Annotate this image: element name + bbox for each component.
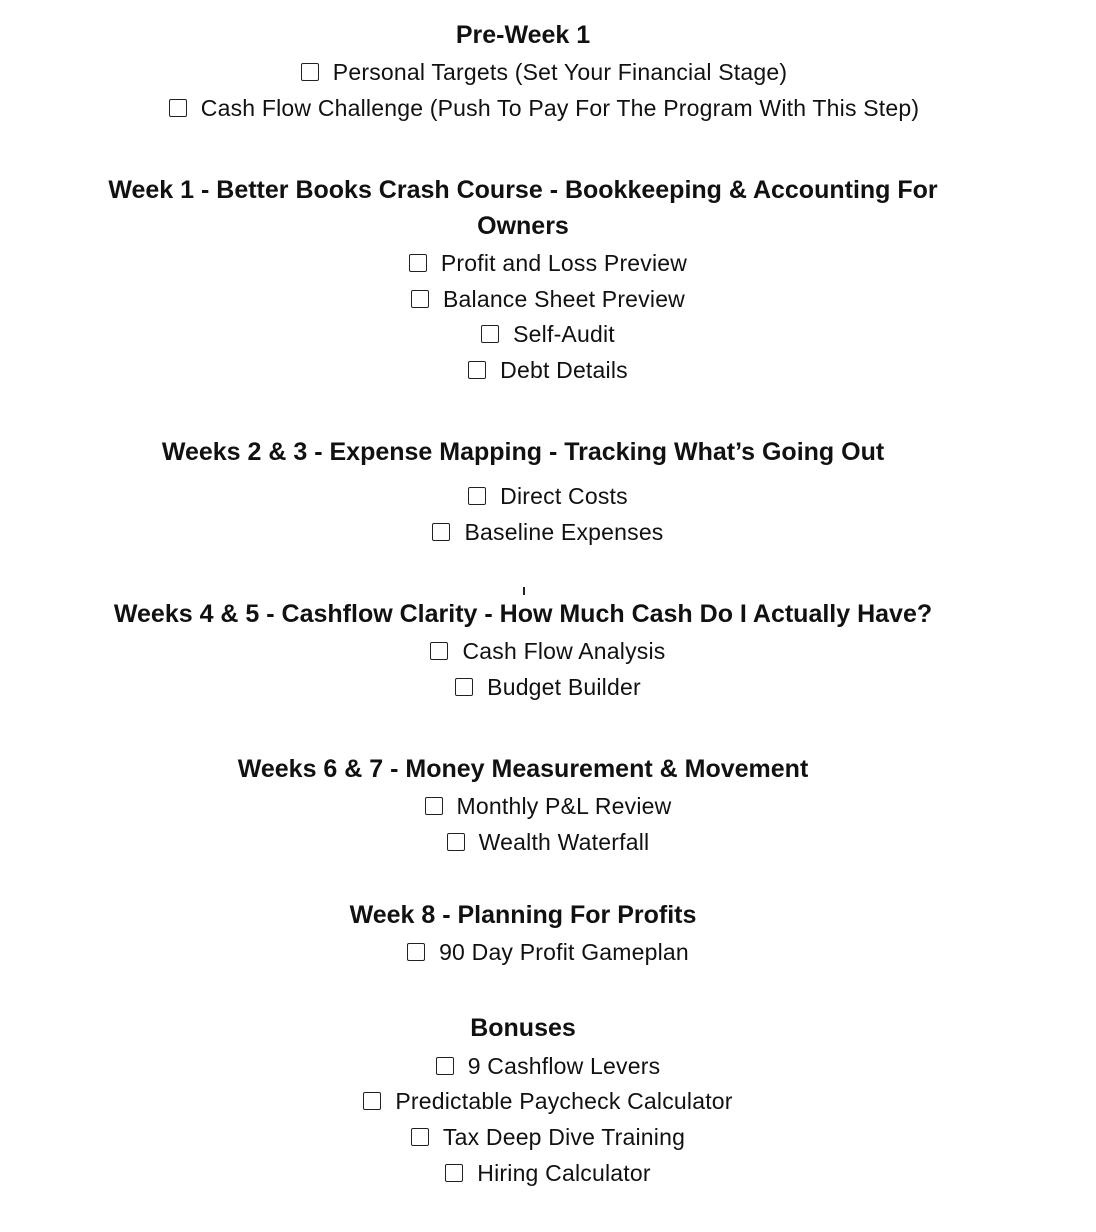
checklist-item-cash-flow-analysis (0, 633, 1096, 669)
checkbox-icon[interactable] (445, 1164, 463, 1182)
checkbox-icon[interactable] (411, 290, 429, 308)
checklist-item-label: Personal Targets (Set Your Financial Stage) (332, 58, 788, 85)
checklist-item-self-audit (0, 316, 1096, 352)
checklist-item-label: Self-Audit (513, 320, 615, 347)
checklist-item-cash-flow-challenge (0, 90, 1092, 126)
section-heading-weeks-6-7: Weeks 6 & 7 - Money Measurement & Movement (237, 755, 809, 783)
checklist-item-label: Predictable Paycheck Calculator (395, 1087, 733, 1114)
checkbox-row[interactable] (445, 1160, 650, 1187)
checkbox-icon[interactable] (468, 361, 486, 379)
checklist-item-label: Monthly P&L Review (456, 792, 672, 819)
checkbox-icon[interactable] (432, 523, 450, 541)
checklist-item-label: 9 Cashflow Levers (467, 1052, 661, 1079)
checkbox-row[interactable] (411, 1124, 685, 1151)
checkbox-row[interactable] (436, 1053, 661, 1080)
checklist-item-label: Profit and Loss Preview (440, 249, 688, 276)
checklist-item-wealth-waterfall (0, 824, 1096, 860)
checkbox-icon[interactable] (425, 797, 443, 815)
checkbox-row[interactable] (430, 638, 665, 665)
checklist-item-label: Debt Details (500, 356, 628, 383)
checkbox-row[interactable] (481, 321, 615, 348)
checkbox-icon[interactable] (407, 943, 425, 961)
checkbox-row[interactable] (447, 829, 650, 856)
checklist-item-label: Wealth Waterfall (478, 828, 650, 855)
checklist-item-label: Cash Flow Analysis (462, 637, 666, 664)
checkbox-icon[interactable] (301, 63, 319, 81)
checklist-item-debt-details (0, 352, 1096, 388)
checklist-item-budget-builder (0, 669, 1096, 705)
section-heading-bonuses: Bonuses (470, 1014, 576, 1042)
checkbox-icon[interactable] (436, 1057, 454, 1075)
checkbox-icon[interactable] (468, 487, 486, 505)
checklist-item-90-day-profit-gameplan (0, 934, 1096, 970)
checkbox-icon[interactable] (363, 1092, 381, 1110)
checkbox-row[interactable] (468, 483, 628, 510)
checkbox-row[interactable] (455, 674, 641, 701)
checkbox-icon[interactable] (455, 678, 473, 696)
checkbox-icon[interactable] (447, 833, 465, 851)
checkbox-row[interactable] (425, 793, 672, 820)
checklist-item-label: Balance Sheet Preview (442, 285, 685, 312)
checkbox-icon[interactable] (169, 99, 187, 117)
checklist-item-label: Hiring Calculator (477, 1159, 651, 1186)
checklist-item-personal-targets (0, 54, 1092, 90)
checklist-item-baseline-expenses (0, 514, 1096, 550)
checklist-item-direct-costs (0, 478, 1096, 514)
section-heading-weeks-4-5: Weeks 4 & 5 - Cashflow Clarity - How Much Cash Do I Actually Have? (113, 600, 933, 628)
section-heading-week-8: Week 8 - Planning For Profits (349, 901, 697, 929)
checkbox-row[interactable] (301, 59, 787, 86)
section-heading-week-1-line2: Owners (477, 212, 569, 240)
checkbox-icon[interactable] (409, 254, 427, 272)
checkbox-icon[interactable] (411, 1128, 429, 1146)
text-cursor-mark (523, 587, 525, 595)
checklist-item-label: Baseline Expenses (464, 518, 664, 545)
checklist-item-monthly-pl-review (0, 788, 1096, 824)
checkbox-icon[interactable] (481, 325, 499, 343)
checklist-item-label: Tax Deep Dive Training (442, 1123, 686, 1150)
section-heading-week-1: Week 1 - Better Books Crash Course - Bookkeeping & Accounting For (108, 176, 938, 204)
section-heading-weeks-2-3: Weeks 2 & 3 - Expense Mapping - Tracking What’s Going Out (161, 438, 885, 466)
checkbox-row[interactable] (169, 95, 919, 122)
checkbox-icon[interactable] (430, 642, 448, 660)
checklist-item-predictable-paycheck-calculator (0, 1083, 1096, 1119)
checkbox-row[interactable] (363, 1088, 732, 1115)
checklist-item-label: Budget Builder (487, 673, 641, 700)
checklist-item-label: Cash Flow Challenge (Push To Pay For The Program With This Step) (200, 94, 920, 121)
checklist-item-9-cashflow-levers (0, 1048, 1096, 1084)
checkbox-row[interactable] (432, 519, 663, 546)
checklist-item-hiring-calculator (0, 1155, 1096, 1191)
checklist-item-profit-loss-preview (0, 245, 1096, 281)
checklist-item-tax-deep-dive-training (0, 1119, 1096, 1155)
section-heading-pre-week-1: Pre-Week 1 (455, 21, 591, 49)
checkbox-row[interactable] (407, 939, 689, 966)
checklist-item-label: 90 Day Profit Gameplan (439, 938, 689, 965)
checkbox-row[interactable] (409, 250, 687, 277)
checklist-item-balance-sheet-preview (0, 281, 1096, 317)
checkbox-row[interactable] (411, 286, 685, 313)
checkbox-row[interactable] (468, 357, 628, 384)
checklist-item-label: Direct Costs (500, 482, 628, 509)
